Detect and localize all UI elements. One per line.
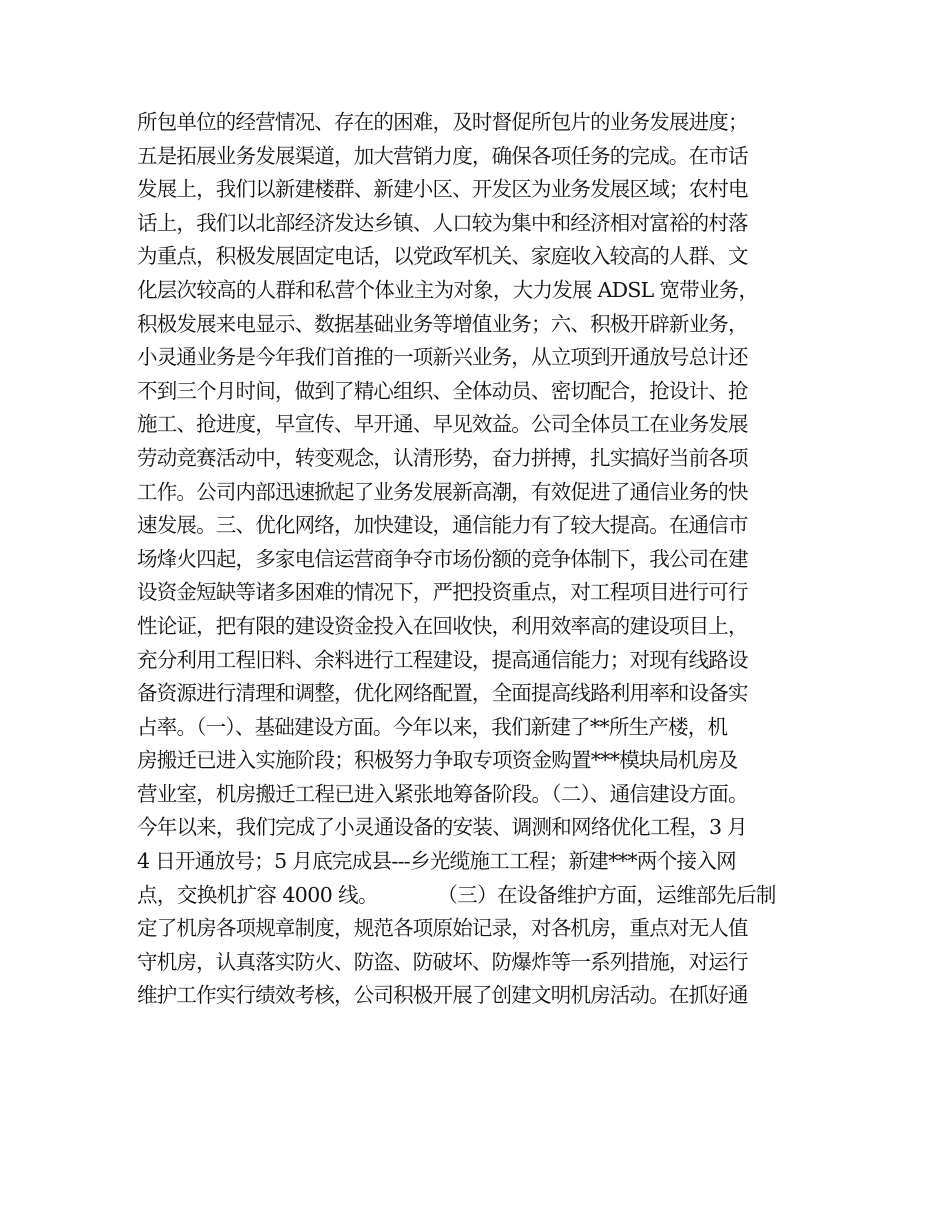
- text-line: 守机房，认真落实防火、防盗、防破坏、防爆炸等一系列措施，对运行: [137, 949, 748, 974]
- text-line: 五是拓展业务发展渠道，加大营销力度，确保各项任务的完成。在市话: [137, 143, 748, 168]
- text-line: 发展上，我们以新建楼群、新建小区、开发区为业务发展区域；农村电: [137, 177, 748, 202]
- body-text: [137, 106, 837, 1013]
- text-line: 性论证，把有限的建设资金投入在回收快，利用效率高的建设项目上，: [137, 613, 748, 638]
- text-line: 营业室，机房搬迁工程已进入紧张地筹备阶段。（二）、通信建设方面。: [137, 781, 748, 806]
- text-line: 4 日开通放号；5 月底完成县---乡光缆施工工程；新建***两个接入网: [137, 849, 736, 874]
- text-line: 维护工作实行绩效考核，公司积极开展了创建文明机房活动。在抓好通: [137, 983, 748, 1008]
- text-line: 充分利用工程旧料、余料进行工程建设，提高通信能力；对现有线路设: [137, 647, 748, 672]
- text-line: 不到三个月时间，做到了精心组织、全体动员、密切配合，抢设计、抢: [137, 378, 748, 403]
- text-line: 小灵通业务是今年我们首推的一项新兴业务，从立项到开通放号总计还: [137, 345, 748, 370]
- text-line: 工作。公司内部迅速掀起了业务发展新高潮，有效促进了通信业务的快: [137, 479, 748, 504]
- text-line: 化层次较高的人群和私营个体业主为对象，大力发展 ADSL 宽带业务，: [137, 277, 759, 302]
- text-line: 积极发展来电显示、数据基础业务等增值业务；六、积极开辟新业务，: [137, 311, 748, 336]
- text-line: 劳动竞赛活动中，转变观念，认清形势，奋力拼搏，扎实搞好当前各项: [137, 445, 748, 470]
- text-line: 为重点，积极发展固定电话，以党政军机关、家庭收入较高的人群、文: [137, 244, 748, 269]
- text-line: 占率。（一）、基础建设方面。今年以来，我们新建了**所生产楼，机: [137, 714, 728, 739]
- text-line: 点，交换机扩容 4000 线。 （三）在设备维护方面，运维部先后制: [137, 882, 776, 907]
- text-line: 所包单位的经营情况、存在的困难，及时督促所包片的业务发展进度；: [137, 110, 748, 134]
- text-line: 施工、抢进度，早宣传、早开通、早见效益。公司全体员工在业务发展: [137, 412, 748, 437]
- text-line: 场烽火四起，多家电信运营商争夺市场份额的竞争体制下，我公司在建: [137, 546, 748, 571]
- text-line: 设资金短缺等诸多困难的情况下，严把投资重点，对工程项目进行可行: [137, 580, 748, 605]
- text-line: 今年以来，我们完成了小灵通设备的安装、调测和网络优化工程，3 月: [137, 815, 747, 840]
- text-line: 备资源进行清理和调整，优化网络配置，全面提高线路利用率和设备实: [137, 681, 748, 706]
- text-line: 房搬迁已进入实施阶段；积极努力争取专项资金购置***模块局机房及: [137, 748, 738, 773]
- text-line: 话上，我们以北部经济发达乡镇、人口较为集中和经济相对富裕的村落: [137, 210, 748, 235]
- text-line: 速发展。三、优化网络，加快建设，通信能力有了较大提高。在通信市: [137, 513, 748, 538]
- text-line: 定了机房各项规章制度，规范各项原始记录，对各机房，重点对无人值: [137, 916, 748, 941]
